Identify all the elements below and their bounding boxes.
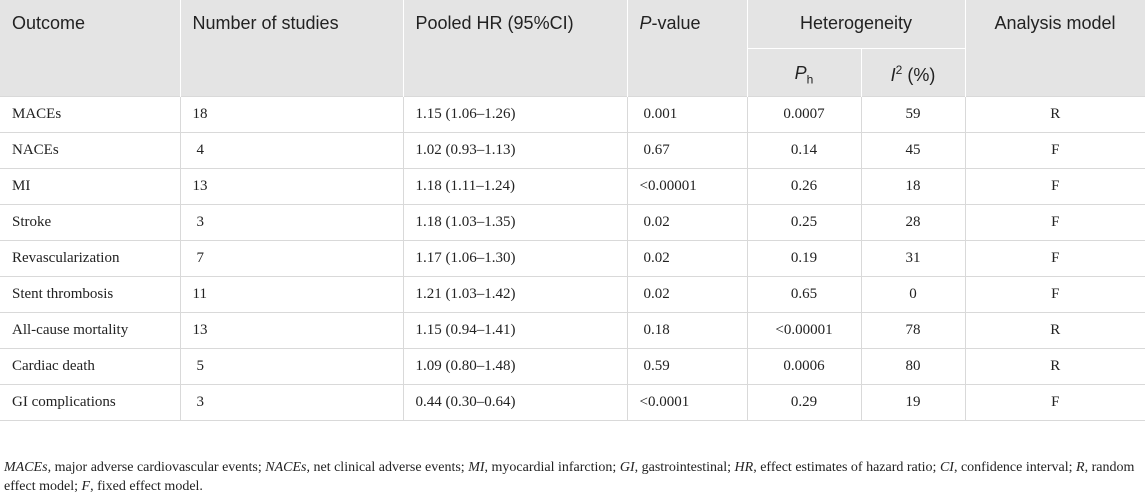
cell-p-value: 0.02 [627,276,747,312]
cell-outcome: MACEs [0,96,180,132]
cell-i2: 80 [861,348,965,384]
cell-number-of-studies: 13 [180,312,403,348]
cell-outcome: GI complications [0,384,180,420]
cell-i2: 18 [861,168,965,204]
cell-i2: 0 [861,276,965,312]
cell-p-value: 0.02 [627,204,747,240]
table-row [0,384,1145,420]
cell-pooled-hr: 1.18 (1.03–1.35) [403,204,627,240]
header-ph [747,48,861,96]
footnote-def: , confidence interval; [953,460,1076,475]
cell-analysis-model: R [965,348,1145,384]
footnote-abbr: NACEs [265,460,307,475]
footnote-def: , myocardial infarction; [484,460,620,475]
cell-analysis-model: F [965,240,1145,276]
cell-i2: 45 [861,132,965,168]
table-header [0,0,1145,96]
footnote-abbr: GI [619,460,635,475]
cell-ph: 0.25 [747,204,861,240]
cell-outcome: MI [0,168,180,204]
table-row [0,312,1145,348]
cell-i2: 28 [861,204,965,240]
table-footnote [4,458,1142,496]
cell-analysis-model: F [965,384,1145,420]
cell-outcome: Stent thrombosis [0,276,180,312]
cell-number-of-studies: 4 [180,132,403,168]
table-row [0,132,1145,168]
header-heterogeneity: Heterogeneity [747,0,965,48]
cell-i2: 31 [861,240,965,276]
footnote-def: , fixed effect model. [90,479,203,494]
cell-analysis-model: R [965,312,1145,348]
cell-number-of-studies: 11 [180,276,403,312]
cell-pooled-hr: 0.44 (0.30–0.64) [403,384,627,420]
cell-p-value: <0.00001 [627,168,747,204]
table-row [0,348,1145,384]
cell-outcome: Stroke [0,204,180,240]
cell-analysis-model: F [965,204,1145,240]
footnote-def: , gastrointestinal; [634,460,735,475]
header-analysis-model: Analysis model [965,0,1145,96]
cell-ph: 0.19 [747,240,861,276]
table-row [0,168,1145,204]
cell-p-value: 0.02 [627,240,747,276]
footnote-def: , effect estimates of hazard ratio; [753,460,940,475]
cell-analysis-model: F [965,132,1145,168]
cell-p-value: <0.0001 [627,384,747,420]
footnote-abbr: MI [468,460,485,475]
cell-outcome: All-cause mortality [0,312,180,348]
cell-pooled-hr: 1.02 (0.93–1.13) [403,132,627,168]
cell-pooled-hr: 1.15 (0.94–1.41) [403,312,627,348]
cell-ph: 0.29 [747,384,861,420]
cell-number-of-studies: 3 [180,384,403,420]
cell-outcome: Cardiac death [0,348,180,384]
cell-ph: 0.26 [747,168,861,204]
cell-p-value: 0.59 [627,348,747,384]
footnote-abbr: F [81,479,91,494]
cell-i2: 78 [861,312,965,348]
header-number-of-studies: Number of studies [180,0,403,96]
header-p-value-italic: P [639,13,652,33]
header-p-value-suffix: -value [651,13,701,33]
header-ph-main: P [794,62,807,83]
cell-i2: 59 [861,96,965,132]
footnote-abbr: R [1076,460,1085,475]
header-i2-suffix: (%) [902,64,936,85]
cell-outcome: Revascularization [0,240,180,276]
table-body [0,96,1145,420]
cell-pooled-hr: 1.17 (1.06–1.30) [403,240,627,276]
cell-analysis-model: F [965,168,1145,204]
header-pooled-hr: Pooled HR (95%CI) [403,0,627,96]
header-p-value [627,0,747,96]
cell-ph: 0.14 [747,132,861,168]
cell-pooled-hr: 1.21 (1.03–1.42) [403,276,627,312]
footnote-abbr: CI [939,460,954,475]
footnote-abbr: HR [734,460,754,475]
cell-analysis-model: F [965,276,1145,312]
cell-i2: 19 [861,384,965,420]
cell-analysis-model: R [965,96,1145,132]
cell-p-value: 0.67 [627,132,747,168]
header-i2-sup: 2 [895,62,903,77]
table-row [0,96,1145,132]
header-i2-main: I [890,64,896,85]
table-row [0,204,1145,240]
cell-ph: 0.65 [747,276,861,312]
cell-p-value: 0.001 [627,96,747,132]
footnote-def: , net clinical adverse events; [306,460,469,475]
header-ph-sub: h [806,72,814,87]
cell-ph: <0.00001 [747,312,861,348]
cell-number-of-studies: 7 [180,240,403,276]
footnote-def: , random effect model; [4,460,1135,494]
table-row [0,276,1145,312]
cell-pooled-hr: 1.09 (0.80–1.48) [403,348,627,384]
cell-p-value: 0.18 [627,312,747,348]
footnote-abbr: MACEs [4,460,48,475]
cell-pooled-hr: 1.18 (1.11–1.24) [403,168,627,204]
cell-outcome: NACEs [0,132,180,168]
cell-number-of-studies: 3 [180,204,403,240]
cell-number-of-studies: 5 [180,348,403,384]
table-row [0,240,1145,276]
header-outcome: Outcome [0,0,180,96]
cell-number-of-studies: 18 [180,96,403,132]
cell-ph: 0.0007 [747,96,861,132]
cell-number-of-studies: 13 [180,168,403,204]
header-i2 [861,48,965,96]
footnote-def: , major adverse cardiovascular events; [47,460,266,475]
cell-pooled-hr: 1.15 (1.06–1.26) [403,96,627,132]
cell-ph: 0.0006 [747,348,861,384]
